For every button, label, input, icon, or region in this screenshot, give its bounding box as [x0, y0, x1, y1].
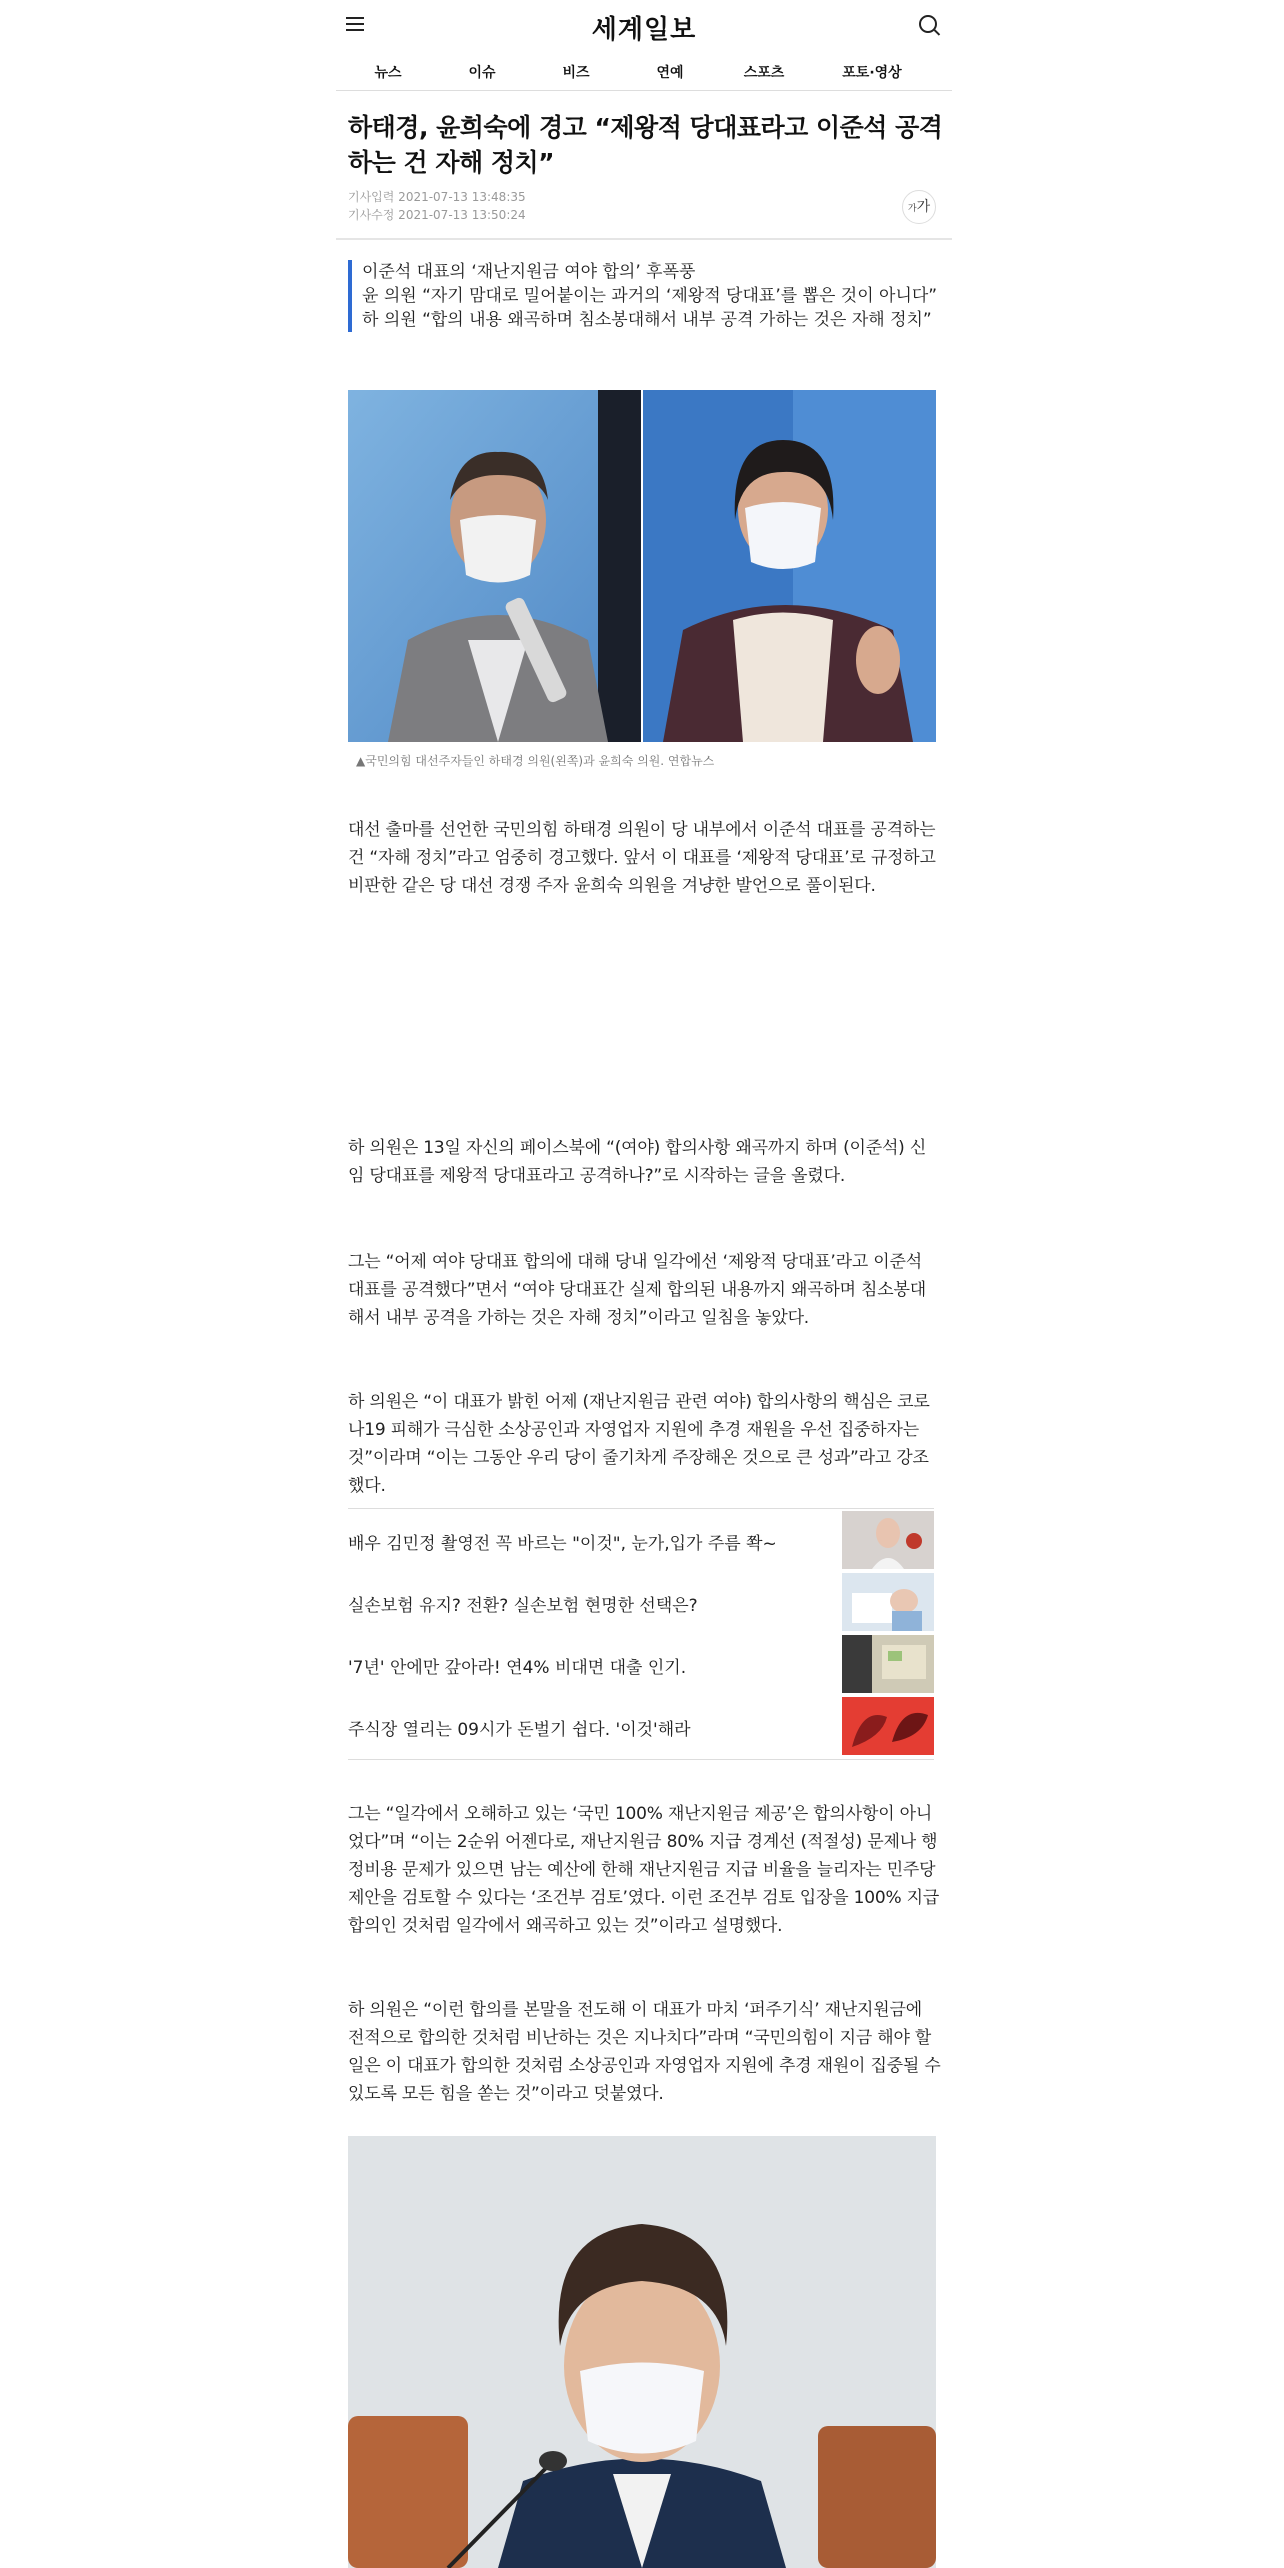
article-paragraph: 하 의원은 13일 자신의 페이스북에 “(여야) 합의사항 왜곡까지 하며 (이준석) 신임 당대표를 제왕적 당대표라고 공격하나?”로 시작하는 글을 올렸다. [348, 1138, 927, 1186]
nav-item-biz[interactable]: 비즈 [562, 65, 590, 81]
ad-thumbnail[interactable] [842, 1573, 934, 1631]
ad-text[interactable]: '7년' 안에만 갚아라! 연4% 비대면 대출 인기. [348, 1658, 687, 1678]
ad-item[interactable] [348, 1571, 934, 1633]
ad-item[interactable] [348, 1695, 934, 1757]
nav-item-news[interactable]: 뉴스 [374, 65, 402, 81]
photo-right [643, 390, 936, 742]
nav-item-issue[interactable]: 이슈 [468, 65, 496, 81]
category-nav [336, 54, 952, 91]
site-logo[interactable]: 세계일보 [591, 15, 697, 45]
article-paragraph: 대선 출마를 선언한 국민의힘 하태경 의원이 당 내부에서 이준석 대표를 공격하는 건 “자해 정치”라고 엄중히 경고했다. 앞서 이 대표를 ‘제왕적 당대표’로 규정하고 비판한 같은 당 대선 경쟁 주자 윤희숙 의원을 겨냥한 발언으로 풀이된다. [348, 820, 936, 896]
search-icon[interactable] [919, 15, 937, 33]
photo-left [348, 390, 641, 742]
nav-item-entertainment[interactable]: 연예 [656, 65, 684, 81]
ad-thumbnail[interactable] [842, 1635, 934, 1693]
ad-item[interactable] [348, 1509, 934, 1571]
article-photo [348, 390, 936, 742]
input-date: 기사입력 2021-07-13 13:48:35 [348, 190, 526, 204]
lead-line: 하 의원 “합의 내용 왜곡하며 침소봉대해서 내부 공격 가하는 것은 자해 정치” [362, 310, 932, 330]
article-paragraph: 그는 “어제 여야 당대표 합의에 대해 당내 일각에선 ‘제왕적 당대표’라고 이준석 대표를 공격했다”면서 “여야 당대표간 실제 합의된 내용까지 왜곡하며 침소봉대해서 내부 공격을 가하는 것은 자해 정치”이라고 일침을 놓았다. [348, 1252, 926, 1328]
nav-item-sports[interactable]: 스포츠 [743, 65, 785, 81]
photo-caption: ▲국민의힘 대선주자들인 하태경 의원(왼쪽)과 윤희숙 의원. 연합뉴스 [356, 754, 715, 768]
article-paragraph: 하 의원은 “이 대표가 밝힌 어제 (재난지원금 관련 여야) 합의사항의 핵심은 코로나19 피해가 극심한 소상공인과 자영업자 지원에 추경 재원을 우선 집중하자는 것”이라며 “이는 그동안 우리 당이 줄기차게 주장해온 것으로 큰 성과”라고 강조했다. [348, 1392, 930, 1496]
ad-text[interactable]: 실손보험 유지? 전환? 실손보험 현명한 선택은? [348, 1596, 698, 1616]
lead-line: 이준석 대표의 ‘재난지원금 여야 합의’ 후폭풍 [362, 262, 696, 282]
article-photo-2 [348, 2136, 936, 2568]
sponsored-links [348, 1508, 934, 1760]
article-paragraph: 하 의원은 “이런 합의를 본말을 전도해 이 대표가 마치 ‘퍼주기식’ 재난지원금에 전적으로 합의한 것처럼 비난하는 것은 지나치다”라며 “국민의힘이 지금 해야 할 일은 이 대표가 합의한 것처럼 소상공인과 자영업자 지원에 추경 재원이 집중될 수 있도록 모든 힘을 쏟는 것”이라고 덧붙였다. [348, 2000, 941, 2104]
ad-text[interactable]: 배우 김민정 촬영전 꼭 바르는 "이것", 눈가,입가 주름 쫙~ [348, 1534, 777, 1554]
top-bar [336, 0, 952, 50]
article-title: 하태경, 윤희숙에 경고 “제왕적 당대표라고 이준석 공격하는 건 자해 정치” [348, 113, 943, 177]
modify-date: 기사수정 2021-07-13 13:50:24 [348, 208, 526, 222]
header-divider [336, 238, 952, 240]
article-paragraph: 그는 “일각에서 오해하고 있는 ‘국민 100% 재난지원금 제공’은 합의사항이 아니었다”며 “이는 2순위 어젠다로, 재난지원금 80% 지급 경계선 (적절성) 문제나 행정비용 문제가 있으면 남는 예산에 한해 재난지원금 지급 비율을 늘리자는 민주당 제안을 검토할 수 있다는 ‘조건부 검토’였다. 이런 조건부 검토 입장을 100% 지급 합의인 것처럼 일각에서 왜곡하고 있는 것”이라고 설명했다. [348, 1804, 940, 1936]
ad-thumbnail[interactable] [842, 1697, 934, 1755]
ad-item[interactable] [348, 1633, 934, 1695]
nav-item-photo-video[interactable]: 포토·영상 [842, 65, 902, 81]
font-size-small-label: 가 [907, 204, 917, 214]
font-size-button[interactable] [902, 190, 936, 224]
ad-thumbnail[interactable] [842, 1511, 934, 1569]
article-lead [348, 260, 950, 332]
ad-text[interactable]: 주식장 열리는 09시가 돈벌기 쉽다. '이것'해라 [348, 1720, 691, 1740]
lead-line: 윤 의원 “자기 맘대로 밀어붙이는 과거의 ‘제왕적 당대표’를 뽑은 것이 아니다” [362, 286, 938, 306]
font-size-label: 가 [916, 199, 931, 215]
